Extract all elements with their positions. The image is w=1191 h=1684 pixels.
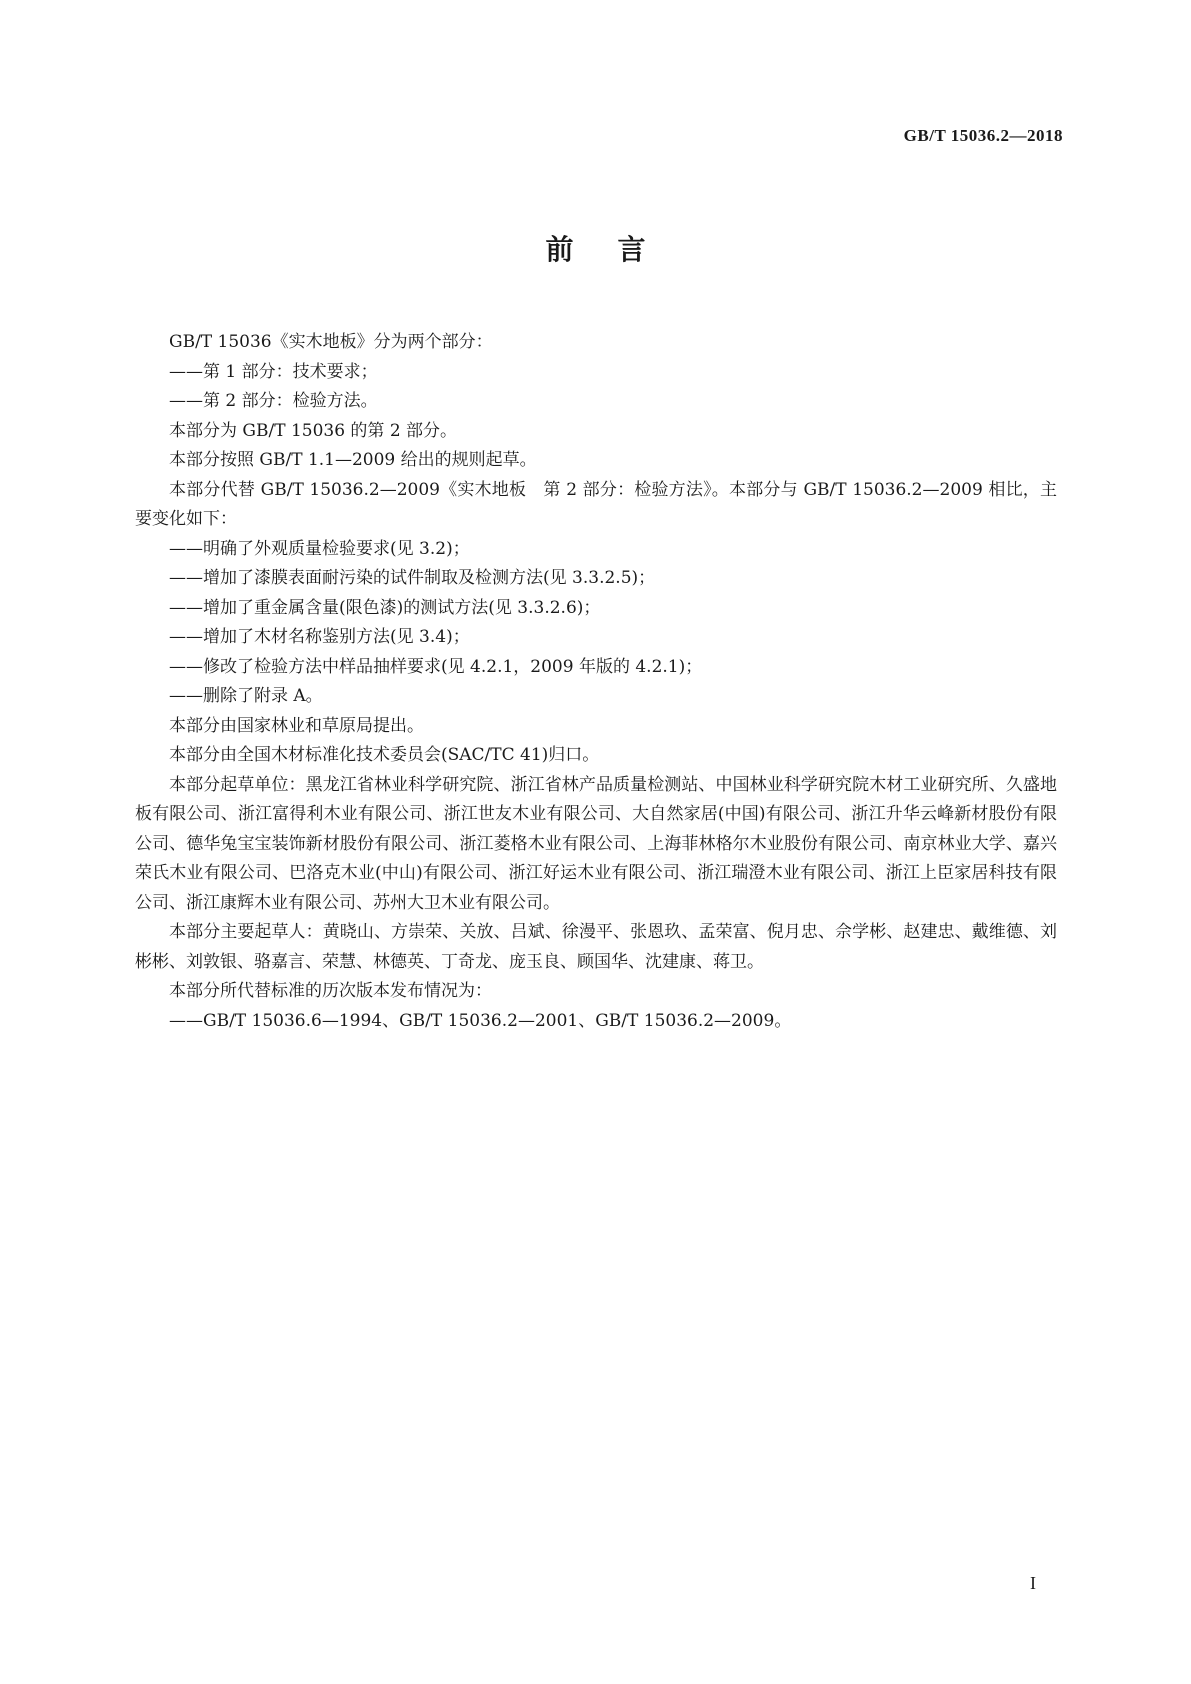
standard-code: GB/T 15036.2—2018	[903, 126, 1063, 145]
page-title: 前言	[545, 233, 690, 266]
paragraph: 本部分按照 GB/T 1.1—2009 给出的规则起草。	[169, 450, 537, 470]
paragraph: ——增加了木材名称鉴别方法(见 3.4)；	[169, 627, 470, 647]
paragraph: ——删除了附录 A。	[169, 686, 323, 706]
paragraph: 本部分所代替标准的历次版本发布情况为：	[169, 981, 492, 1001]
foreword-body	[135, 328, 1057, 1036]
paragraph: 本部分为 GB/T 15036 的第 2 部分。	[169, 420, 458, 441]
paragraph: 本部分由国家林业和草原局提出。	[169, 715, 424, 736]
paragraph: ——第 2 部分：检验方法。	[169, 391, 378, 411]
paragraph: GB/T 15036《实木地板》分为两个部分：	[169, 332, 493, 352]
paragraph: ——增加了漆膜表面耐污染的试件制取及检测方法(见 3.3.2.5)；	[169, 568, 656, 588]
paragraph: ——明确了外观质量检验要求(见 3.2)；	[169, 538, 470, 559]
page-number: I	[1030, 1573, 1036, 1593]
paragraph: 本部分由全国木材标准化技术委员会(SAC/TC 41)归口。	[169, 745, 600, 765]
paragraph: ——修改了检验方法中样品抽样要求(见 4.2.1，2009 年版的 4.2.1)；	[169, 656, 703, 677]
paragraph: ——增加了重金属含量(限色漆)的测试方法(见 3.3.2.6)；	[169, 597, 601, 618]
paragraph: ——GB/T 15036.6—1994、GB/T 15036.2—2001、GB/T 15036.2—2009。	[169, 1010, 792, 1031]
paragraph: 本部分主要起草人：黄晓山、方崇荣、关放、吕斌、徐漫平、张恩玖、孟荣富、倪月忠、佘学彬、赵建忠、戴维德、刘彬彬、刘敦银、骆嘉言、荣慧、林德英、丁奇龙、庞玉良、顾国华、沈建康、蒋卫。	[135, 922, 1057, 972]
paragraph: ——第 1 部分：技术要求；	[169, 361, 378, 382]
paragraph: 本部分起草单位：黑龙江省林业科学研究院、浙江省林产品质量检测站、中国林业科学研究院木材工业研究所、久盛地板有限公司、浙江富得利木业有限公司、浙江世友木业有限公司、大自然家居(中国)有限公司、浙江升华云峰新材股份有限公司、德华兔宝宝装饰新材股份有限公司、浙江菱格木业有限公司、上海菲林格尔木业股份有限公司、南京林业大学、嘉兴荣氏木业有限公司、巴洛克木业(中山)有限公司、浙江好运木业有限公司、浙江瑞澄木业有限公司、浙江上臣家居科技有限公司、浙江康辉木业有限公司、苏州大卫木业有限公司。	[135, 774, 1057, 913]
paragraph: 本部分代替 GB/T 15036.2—2009《实木地板 第 2 部分：检验方法》。本部分与 GB/T 15036.2—2009 相比，主要变化如下：	[135, 479, 1057, 529]
